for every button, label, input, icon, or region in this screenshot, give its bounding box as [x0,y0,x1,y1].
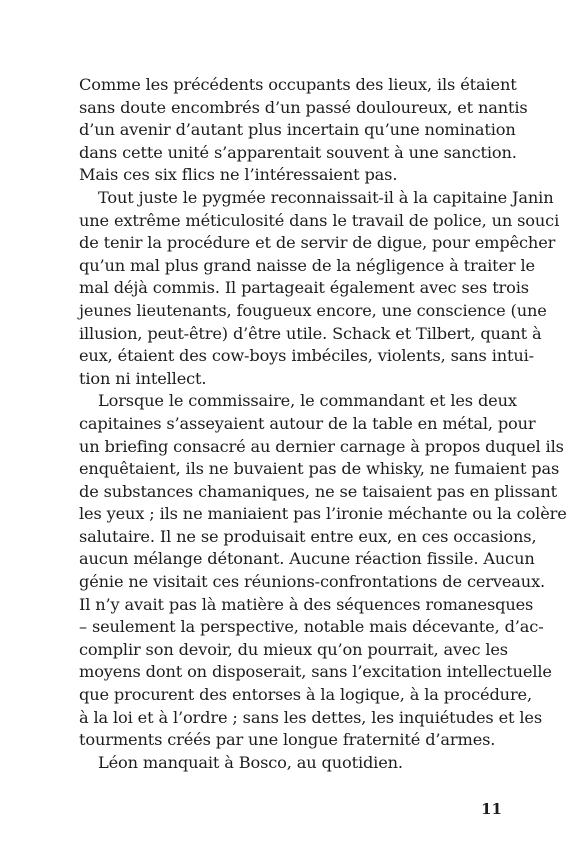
page-number: 11 [481,800,502,818]
text-line: tion ni intellect. [79,368,207,388]
text-line: de substances chamaniques, ne se taisaient pas en plissant [79,481,558,501]
text-line: Mais ces six flics ne l’intéressaient pas. [79,165,398,185]
text-line: les yeux ; ils ne maniaient pas l’ironie méchante ou la colère [79,504,567,524]
text-line: un briefing consacré au dernier carnage à propos duquel ils [79,436,564,456]
text-line: jeunes lieutenants, fougueux encore, une conscience (une [79,300,547,320]
text-line: Lorsque le commissaire, le commandant et les deux [98,391,517,411]
body-text [79,74,567,774]
text-line: – seulement la perspective, notable mais décevante, d’ac- [79,617,544,637]
text-line: complir son devoir, du mieux qu’on pourrait, avec les [79,639,508,659]
paragraph [79,752,498,775]
text-line: aucun mélange détonant. Aucune réaction fissile. Aucun [79,549,535,569]
text-line: sans doute encombrés d’un passé douloureux, et nantis [79,97,528,117]
text-line: illusion, peut-être) d’être utile. Schack et Tilbert, quant à [79,323,542,343]
text-line: dans cette unité s’apparentait souvent à une sanction. [79,142,517,162]
text-line: enquêtaient, ils ne buvaient pas de whisky, ne fumaient pas [79,459,560,479]
text-line: moyens dont on disposerait, sans l’excitation intellectuelle [79,662,552,682]
text-line: qu’un mal plus grand naisse de la négligence à traiter le [79,255,535,275]
text-line: capitaines s’asseyaient autour de la table en métal, pour [79,413,536,433]
text-line: Comme les précédents occupants des lieux, ils étaient [79,75,517,94]
paragraph [79,187,560,390]
paragraph [79,390,567,752]
text-line: à la loi et à l’ordre ; sans les dettes, les inquiétudes et les [79,707,542,727]
text-line: eux, étaient des cow-boys imbéciles, violents, sans intui- [79,346,534,366]
text-line: tourments créés par une longue fraternité d’armes. [79,730,496,750]
text-line: salutaire. Il ne se produisait entre eux, en ces occasions, [79,526,537,546]
text-line: que procurent des entorses à la logique, à la procédure, [79,685,532,705]
text-line: Il n’y avait pas là matière à des séquences romanesques [79,594,534,614]
paragraph [79,74,528,187]
text-line: mal déjà commis. Il partageait également avec ses trois [79,278,529,298]
text-line: génie ne visitait ces réunions-confrontations de cerveaux. [79,572,546,592]
text-line: de tenir la procédure et de servir de digue, pour empêcher [79,233,556,253]
text-line: une extrême méticulosité dans le travail de police, un souci [79,210,560,230]
text-line: Tout juste le pygmée reconnaissait-il à la capitaine Janin [98,187,554,207]
text-line: Léon manquait à Bosco, au quotidien. [98,752,403,772]
text-line: d’un avenir d’autant plus incertain qu’une nomination [79,120,516,140]
